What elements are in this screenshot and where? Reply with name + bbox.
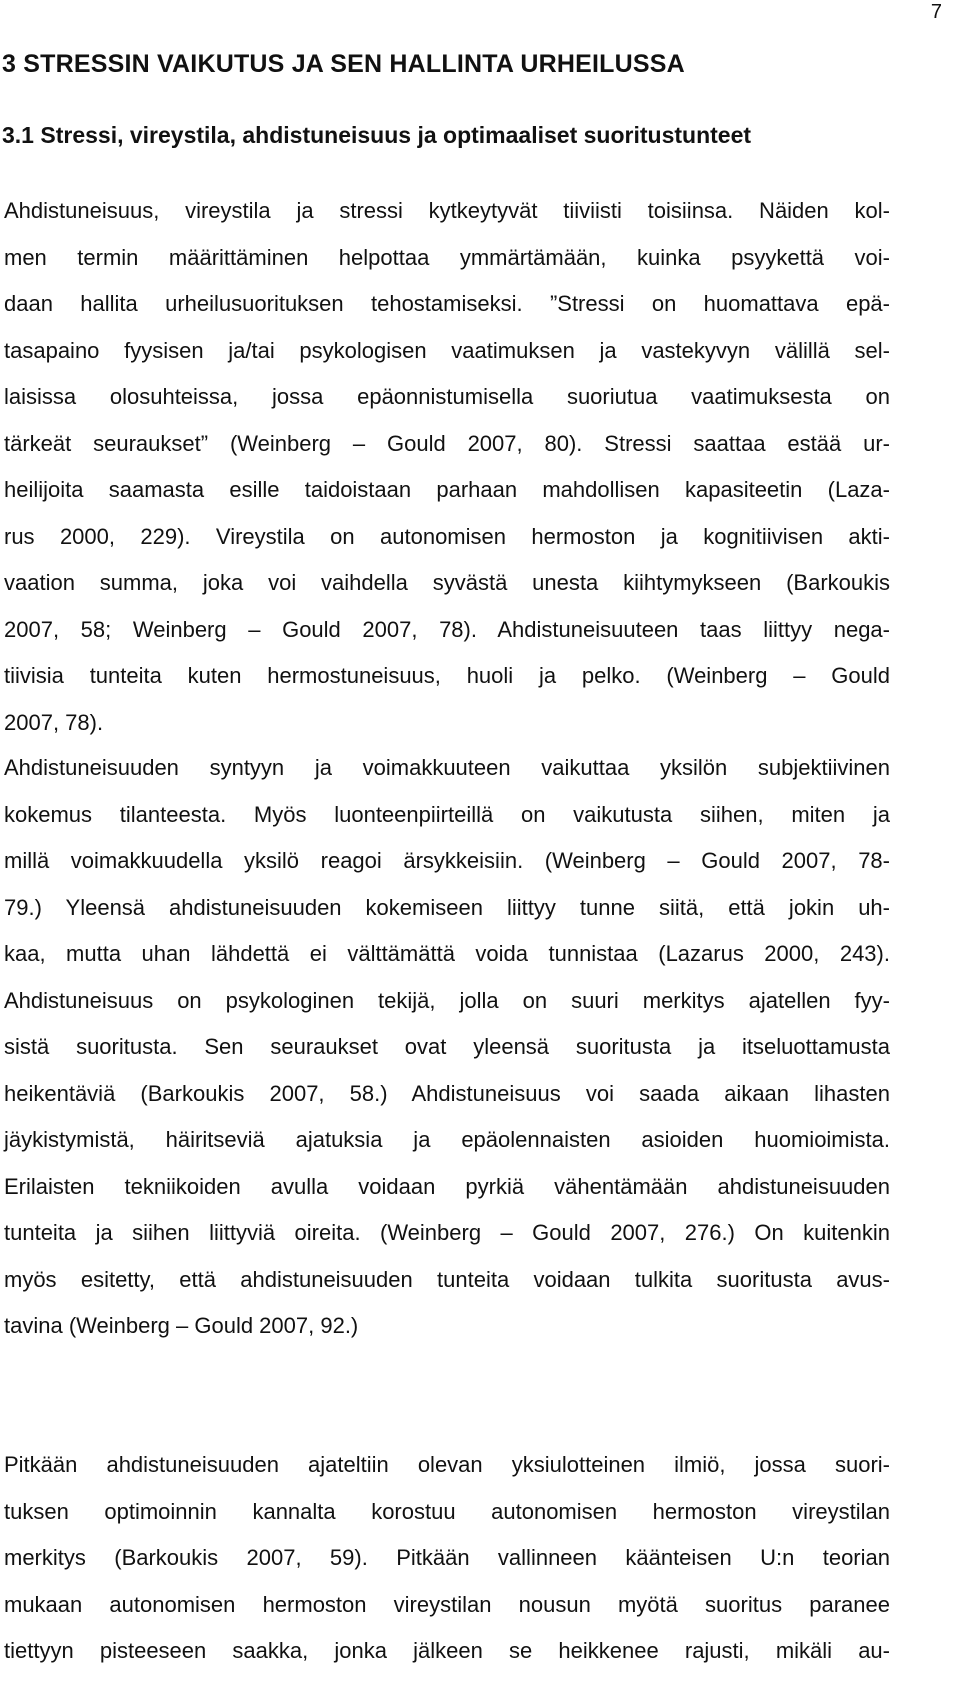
- text-line: tuksen optimoinnin kannalta korostuu autonomisen hermoston vireystilan: [4, 1498, 890, 1524]
- text-line: tunteita ja siihen liittyviä oireita. (Weinberg – Gould 2007, 276.) On kuitenkin: [4, 1220, 890, 1245]
- text-line: daan hallita urheilusuorituksen tehostamiseksi. ”Stressi on huomattava epä-: [4, 291, 890, 316]
- paragraph-3: [4, 1442, 890, 1675]
- text-line: 2007, 58; Weinberg – Gould 2007, 78). Ahdistuneisuuteen taas liittyy nega-: [4, 616, 890, 642]
- text-line: merkitys (Barkoukis 2007, 59). Pitkään vallinneen käänteisen U:n teorian: [4, 1545, 890, 1570]
- text-line: Ahdistuneisuuden syntyyn ja voimakkuuteen vaikuttaa yksilön subjektiivinen: [4, 755, 890, 780]
- text-line: kaa, mutta uhan lähdettä ei välttämättä voida tunnistaa (Lazarus 2000, 243).: [4, 941, 890, 966]
- paragraph-2: [4, 745, 890, 1350]
- text-line: tavina (Weinberg – Gould 2007, 92.): [4, 1313, 359, 1338]
- text-line: men termin määrittäminen helpottaa ymmärtämään, kuinka psyykettä voi-: [4, 244, 890, 270]
- text-line: tasapaino fyysisen ja/tai psykologisen vaatimuksen ja vastekyvyn välillä sel-: [4, 337, 890, 363]
- text-line: vaation summa, joka voi vaihdella syvästä unesta kiihtymykseen (Barkoukis: [4, 570, 890, 595]
- text-line: heikentäviä (Barkoukis 2007, 58.) Ahdistuneisuus voi saada aikaan lihasten: [4, 1080, 890, 1106]
- text-line: tärkeät seuraukset” (Weinberg – Gould 2007, 80). Stressi saattaa estää ur-: [4, 430, 890, 456]
- text-line: myös esitetty, että ahdistuneisuuden tunteita voidaan tulkita suoritusta avus-: [4, 1266, 890, 1292]
- text-line: kokemus tilanteesta. Myös luonteenpiirteillä on vaikutusta siihen, miten ja: [4, 801, 890, 827]
- text-line: Pitkään ahdistuneisuuden ajateltiin olevan yksiulotteinen ilmiö, jossa suori-: [4, 1452, 890, 1477]
- section-heading: 3.1 Stressi, vireystila, ahdistuneisuus ja optimaaliset suoritustunteet: [2, 122, 752, 148]
- text-line: jäykistymistä, häiritseviä ajatuksia ja epäolennaisten asioiden huomioimista.: [4, 1127, 890, 1152]
- text-line: sistä suoritusta. Sen seuraukset ovat yleensä suoritusta ja itseluottamusta: [4, 1034, 890, 1059]
- paragraph-1: [4, 188, 890, 746]
- text-line: mukaan autonomisen hermoston vireystilan nousun myötä suoritus paranee: [4, 1591, 890, 1617]
- text-line: tiettyyn pisteeseen saakka, jonka jälkeen se heikkenee rajusti, mikäli au-: [4, 1638, 890, 1663]
- text-line: Ahdistuneisuus, vireystila ja stressi kytkeytyvät tiiviisti toisiinsa. Näiden kol-: [4, 198, 890, 223]
- chapter-heading: 3 STRESSIN VAIKUTUS JA SEN HALLINTA URHEILUSSA: [2, 50, 685, 78]
- text-line: 79.) Yleensä ahdistuneisuuden kokemiseen liittyy tunne siitä, että jokin uh-: [4, 894, 890, 920]
- text-line: 2007, 78).: [4, 709, 104, 735]
- text-line: heilijoita saamasta esille taidoistaan parhaan mahdollisen kapasiteetin (Laza-: [4, 477, 890, 502]
- text-line: millä voimakkuudella yksilö reagoi ärsykkeisiin. (Weinberg – Gould 2007, 78-: [4, 848, 890, 873]
- text-line: Erilaisten tekniikoiden avulla voidaan pyrkiä vähentämään ahdistuneisuuden: [4, 1173, 890, 1199]
- page-number: 7: [930, 1, 942, 23]
- text-line: Ahdistuneisuus on psykologinen tekijä, jolla on suuri merkitys ajatellen fyy-: [4, 987, 890, 1013]
- text-line: laisissa olosuhteissa, jossa epäonnistumisella suoriutua vaatimuksesta on: [4, 384, 890, 409]
- text-line: tiivisia tunteita kuten hermostuneisuus, huoli ja pelko. (Weinberg – Gould: [4, 663, 890, 688]
- text-line: rus 2000, 229). Vireystila on autonomisen hermoston ja kognitiivisen akti-: [4, 523, 890, 549]
